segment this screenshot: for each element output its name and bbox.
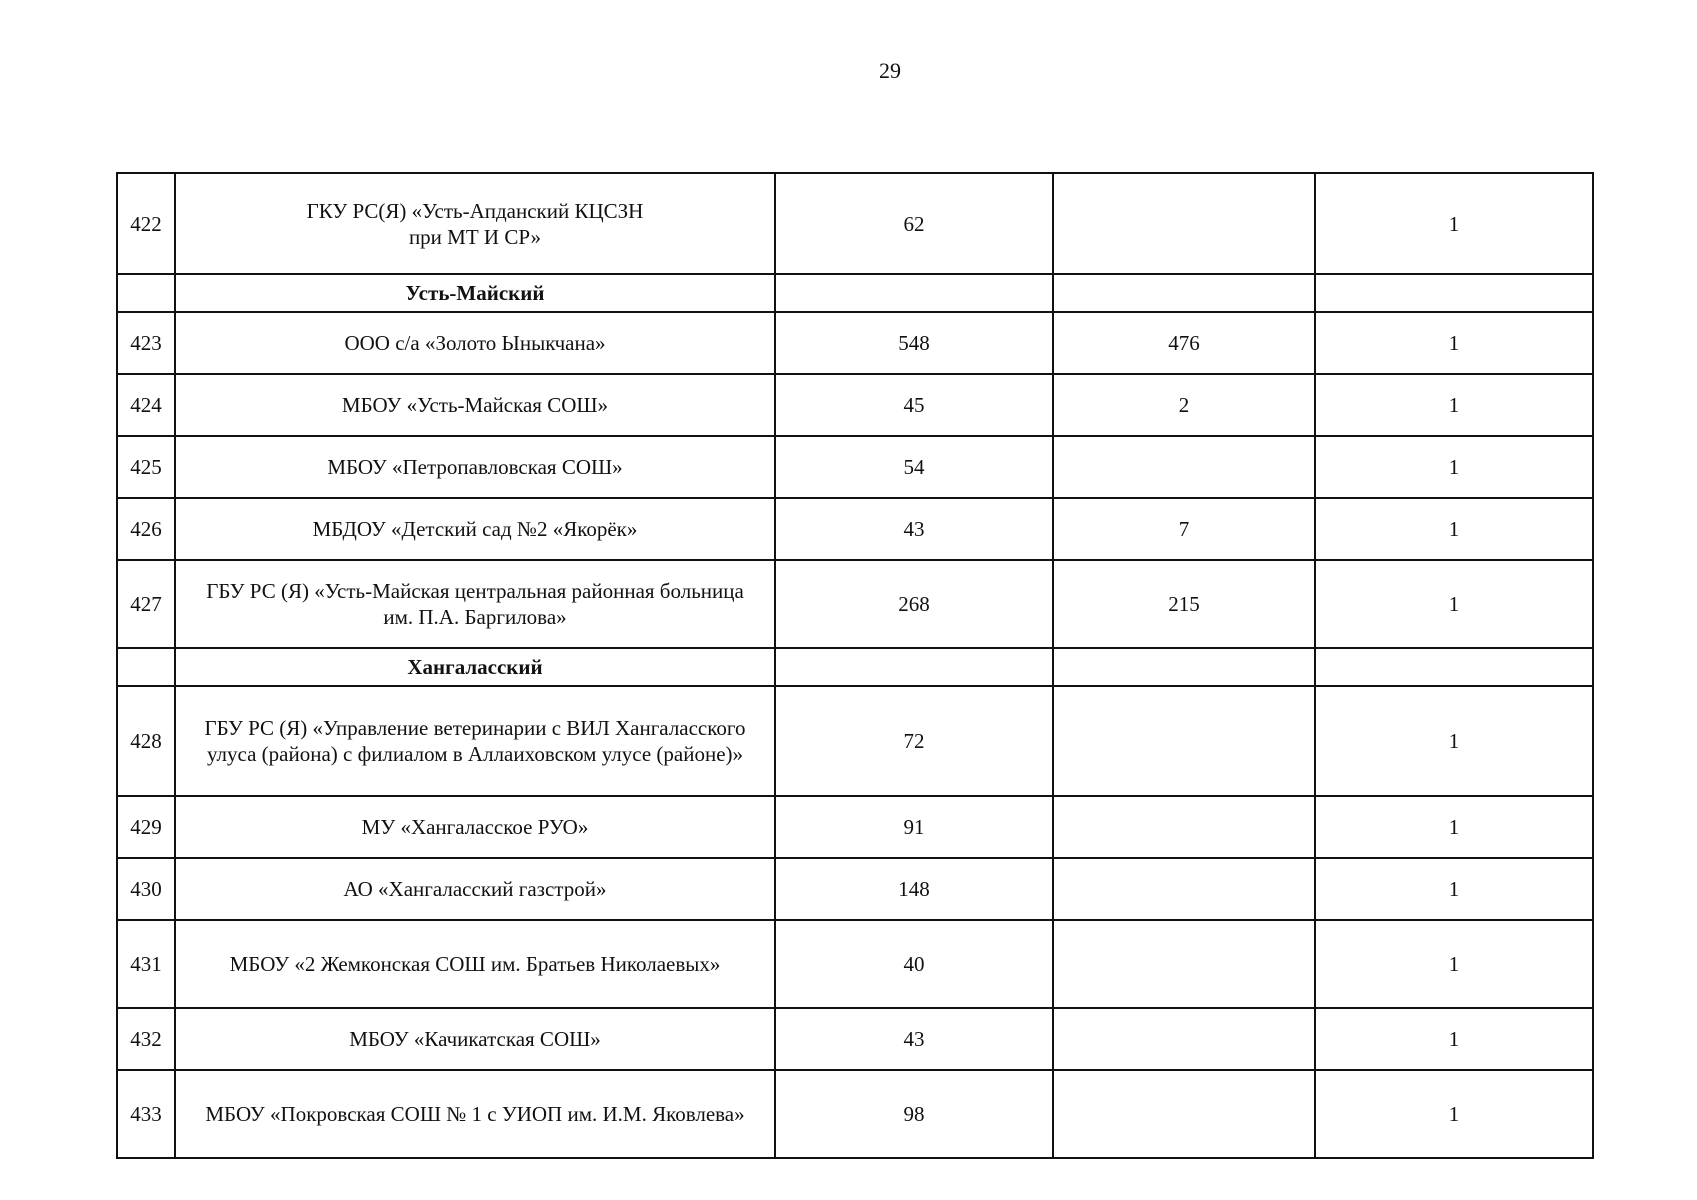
empty-cell	[775, 274, 1053, 312]
table-row	[117, 796, 1593, 858]
organization-name-line: улуса (района) с филиалом в Аллаиховском улусе (районе)»	[206, 742, 744, 766]
value-2-cell	[1053, 1008, 1315, 1070]
organization-name-cell: МБОУ «Усть-Майская СОШ»	[175, 374, 775, 436]
value-3-cell: 1	[1315, 173, 1593, 274]
value-3-cell: 1	[1315, 436, 1593, 498]
value-1-cell: 268	[775, 560, 1053, 648]
value-2-cell	[1053, 686, 1315, 796]
value-1-cell: 548	[775, 312, 1053, 374]
value-2-cell	[1053, 796, 1315, 858]
section-title: Хангаласский	[175, 648, 775, 686]
organization-name-cell: МБОУ «Покровская СОШ № 1 с УИОП им. И.М. Яковлева»	[175, 1070, 775, 1158]
organization-name-cell: АО «Хангаласский газстрой»	[175, 858, 775, 920]
row-number-cell: 427	[117, 560, 175, 648]
organization-name-cell: МБОУ «Петропавловская СОШ»	[175, 436, 775, 498]
value-2-cell	[1053, 436, 1315, 498]
table-row	[117, 173, 1593, 274]
empty-cell	[117, 274, 175, 312]
table-row	[117, 1008, 1593, 1070]
empty-cell	[1053, 648, 1315, 686]
organization-name-cell: МБОУ «Качикатская СОШ»	[175, 1008, 775, 1070]
row-number-cell: 431	[117, 920, 175, 1008]
value-3-cell: 1	[1315, 312, 1593, 374]
row-number-cell: 424	[117, 374, 175, 436]
value-3-cell: 1	[1315, 920, 1593, 1008]
row-number-cell: 425	[117, 436, 175, 498]
value-3-cell: 1	[1315, 1070, 1593, 1158]
organization-name-line: при МТ И СР»	[408, 224, 542, 249]
organization-name-cell	[175, 686, 775, 796]
value-2-cell: 476	[1053, 312, 1315, 374]
data-table	[116, 172, 1594, 1159]
row-number-cell: 432	[117, 1008, 175, 1070]
value-1-cell: 91	[775, 796, 1053, 858]
row-number-cell: 433	[117, 1070, 175, 1158]
section-row	[117, 648, 1593, 686]
table-row	[117, 686, 1593, 796]
value-2-cell: 7	[1053, 498, 1315, 560]
value-3-cell: 1	[1315, 858, 1593, 920]
table-row	[117, 498, 1593, 560]
empty-cell	[1053, 274, 1315, 312]
row-number-cell: 428	[117, 686, 175, 796]
section-row	[117, 274, 1593, 312]
organization-name-cell	[175, 560, 775, 648]
table-row	[117, 560, 1593, 648]
value-2-cell	[1053, 858, 1315, 920]
empty-cell	[775, 648, 1053, 686]
table-row	[117, 858, 1593, 920]
empty-cell	[1315, 274, 1593, 312]
row-number-cell: 423	[117, 312, 175, 374]
value-1-cell: 148	[775, 858, 1053, 920]
table-row	[117, 436, 1593, 498]
value-3-cell: 1	[1315, 796, 1593, 858]
value-2-cell: 215	[1053, 560, 1315, 648]
organization-name-line: ГБУ РС (Я) «Усть-Майская центральная районная больница	[206, 579, 744, 603]
value-1-cell: 72	[775, 686, 1053, 796]
value-2-cell: 2	[1053, 374, 1315, 436]
value-2-cell	[1053, 1070, 1315, 1158]
value-3-cell: 1	[1315, 374, 1593, 436]
table-row	[117, 920, 1593, 1008]
value-3-cell: 1	[1315, 560, 1593, 648]
section-title: Усть-Майский	[175, 274, 775, 312]
value-1-cell: 45	[775, 374, 1053, 436]
organization-name-cell: ООО с/а «Золото Ыныкчана»	[175, 312, 775, 374]
organization-name-cell: МБДОУ «Детский сад №2 «Якорёк»	[175, 498, 775, 560]
value-1-cell: 43	[775, 498, 1053, 560]
row-number-cell: 426	[117, 498, 175, 560]
value-3-cell: 1	[1315, 1008, 1593, 1070]
row-number-cell: 422	[117, 173, 175, 274]
table-row	[117, 1070, 1593, 1158]
organization-name-cell: МУ «Хангаласское РУО»	[175, 796, 775, 858]
value-1-cell: 40	[775, 920, 1053, 1008]
value-1-cell: 62	[775, 173, 1053, 274]
organization-name-line: им. П.А. Баргилова»	[383, 605, 567, 629]
organization-name-cell: МБОУ «2 Жемконская СОШ им. Братьев Николаевых»	[175, 920, 775, 1008]
organization-name-line: ГБУ РС (Я) «Управление ветеринарии с ВИЛ Хангаласского	[204, 716, 746, 740]
table-row	[117, 374, 1593, 436]
row-number-cell: 429	[117, 796, 175, 858]
organization-name-line: ГКУ РС(Я) «Усть-Апданский КЦСЗН	[306, 198, 644, 223]
row-number-cell: 430	[117, 858, 175, 920]
value-3-cell: 1	[1315, 686, 1593, 796]
empty-cell	[117, 648, 175, 686]
organization-name-cell	[175, 173, 775, 274]
value-1-cell: 98	[775, 1070, 1053, 1158]
table-row	[117, 312, 1593, 374]
value-2-cell	[1053, 173, 1315, 274]
value-1-cell: 43	[775, 1008, 1053, 1070]
value-1-cell: 54	[775, 436, 1053, 498]
table-body	[117, 173, 1593, 1158]
value-3-cell: 1	[1315, 498, 1593, 560]
empty-cell	[1315, 648, 1593, 686]
page-number: 29	[879, 58, 901, 83]
value-2-cell	[1053, 920, 1315, 1008]
